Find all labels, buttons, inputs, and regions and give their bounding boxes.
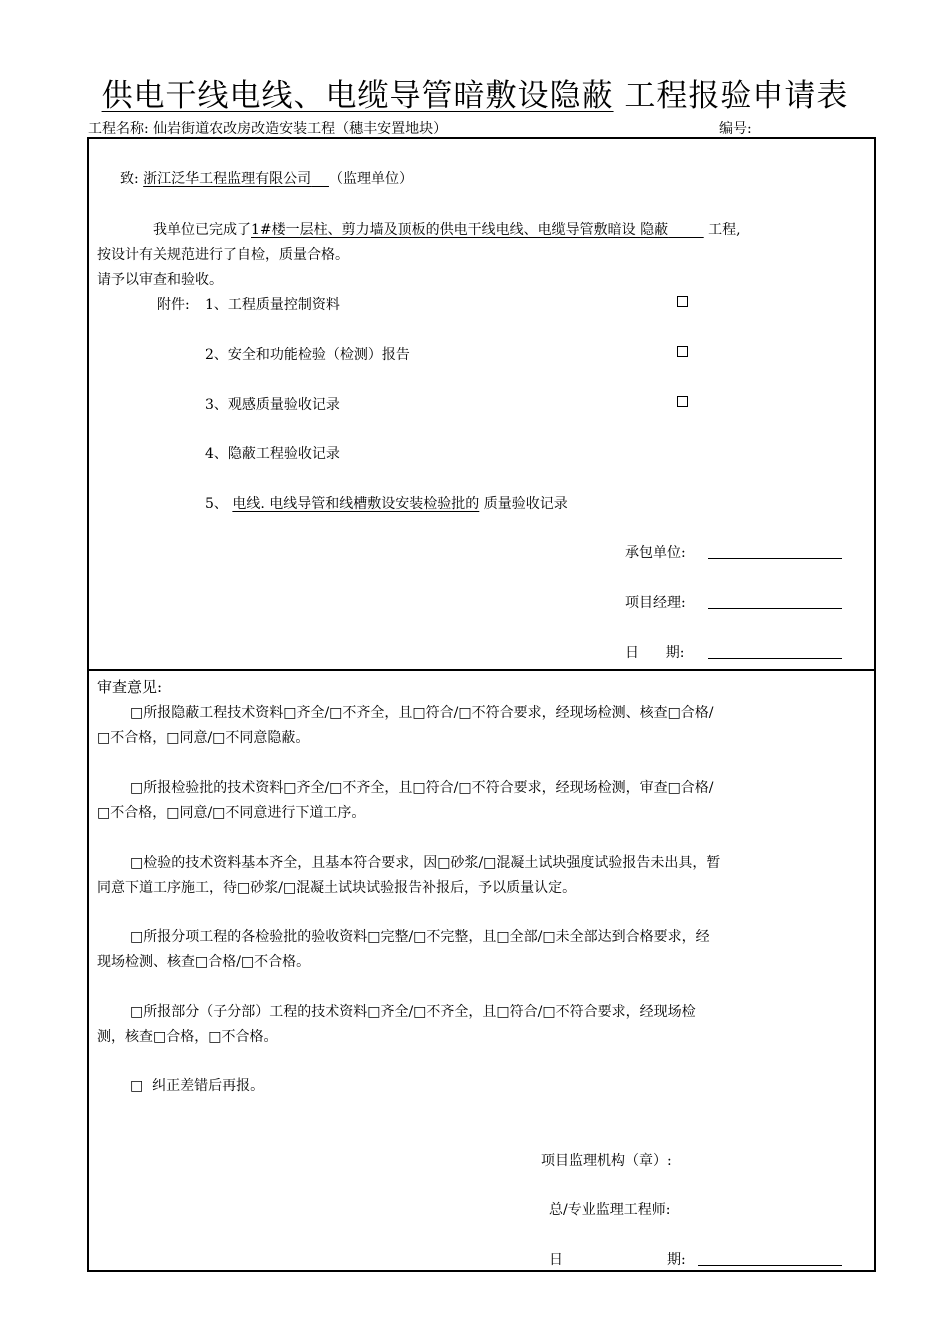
supervisor-role: （监理单位） (328, 171, 413, 187)
statement-suffix: 工程, (708, 222, 741, 238)
review-item-4-line-1: □所报分项工程的各检验批的验收资料□完整/□不完整，且□全部/□未全部达到合格要求，经 (130, 929, 710, 945)
attachment-5-rest: 质量验收记录 (483, 496, 568, 512)
statement-prefix: 我单位已完成了 (153, 222, 251, 238)
date-label: 日 期: (625, 645, 685, 661)
manager-field[interactable] (708, 594, 842, 609)
attachment-5 (205, 493, 568, 513)
completion-statement (153, 219, 741, 239)
page-title (0, 70, 950, 115)
review-date-label-left: 日 (549, 1252, 563, 1268)
attachment-1: 1、工程质量控制资料 (205, 297, 340, 313)
title-subject: 供电干线电线、电缆导管暗敷设隐蔽 (101, 78, 614, 114)
review-item-4-line-2: 现场检测、核查□合格/□不合格。 (97, 954, 311, 970)
date-field[interactable] (708, 644, 842, 659)
review-item-5-line-2: 测，核查□合格，□不合格。 (97, 1029, 278, 1045)
attachment-4: 4、隐蔽工程验收记录 (205, 446, 340, 462)
number-label: 编号: (719, 121, 752, 137)
review-date-label-right: 期: (667, 1252, 686, 1268)
supervisor-company: 浙江泛华工程监理有限公司 (143, 171, 312, 187)
project-name (88, 118, 447, 138)
attachment-2: 2、安全和功能检验（检测）报告 (205, 347, 410, 363)
title-rest: 工程报验申请表 (613, 78, 849, 114)
attachment-3: 3、观感质量验收记录 (205, 397, 340, 413)
to-label: 致: (120, 171, 139, 187)
project-value: 仙岩街道农改房改造安装工程（穗丰安置地块） (153, 121, 448, 137)
work-description: 1#楼一层柱、剪力墙及顶板的供电干线电线、电缆导管敷暗设 隐蔽 (251, 222, 669, 238)
attachment-5-number: 5、 (205, 496, 228, 512)
contractor-field[interactable] (708, 544, 842, 559)
review-item-2-line-1: □所报检验批的技术资料□齐全/□不齐全，且□符合/□不符合要求，经现场检测，审查□合格/ (130, 780, 714, 796)
project-label: 工程名称: (88, 121, 149, 137)
attachment-3-checkbox[interactable] (677, 396, 688, 407)
statement-line-2: 按设计有关规范进行了自检，质量合格。 (97, 247, 349, 263)
review-item-3-line-2: 同意下道工序施工，待□砂浆/□混凝土试块试验报告补报后，予以质量认定。 (97, 880, 577, 896)
engineer-label: 总/专业监理工程师: (549, 1202, 671, 1218)
manager-label: 项目经理: (625, 595, 686, 611)
attachment-2-checkbox[interactable] (677, 346, 688, 357)
contractor-label: 承包单位: (625, 545, 686, 561)
review-item-5-line-1: □所报部分（子分部）工程的技术资料□齐全/□不齐全，且□符合/□不符合要求，经现场检 (130, 1004, 696, 1020)
review-heading: 审查意见: (97, 678, 163, 696)
attachments-label: 附件: (157, 297, 190, 313)
review-item-6: □ 纠正差错后再报。 (130, 1078, 265, 1094)
attachment-1-checkbox[interactable] (677, 296, 688, 307)
review-item-3-line-1: □检验的技术资料基本齐全，且基本符合要求，因□砂浆/□混凝土试块强度试验报告未出具，暂 (130, 855, 721, 871)
review-item-1-line-2: □不合格，□同意/□不同意隐蔽。 (97, 730, 310, 746)
attachment-5-inspection: 电线. 电线导管和线槽敷设安装检验批的 (232, 496, 480, 512)
review-item-1-line-1: □所报隐蔽工程技术资料□齐全/□不齐全，且□符合/□不符合要求，经现场检测、核查□合格/ (130, 705, 714, 721)
supervisor-org-label: 项目监理机构（章）: (541, 1153, 672, 1169)
review-item-2-line-2: □不合格，□同意/□不同意进行下道工序。 (97, 805, 366, 821)
statement-line-3: 请予以审查和验收。 (97, 272, 223, 288)
review-date-field[interactable] (698, 1251, 842, 1266)
addressee-line (120, 168, 413, 188)
